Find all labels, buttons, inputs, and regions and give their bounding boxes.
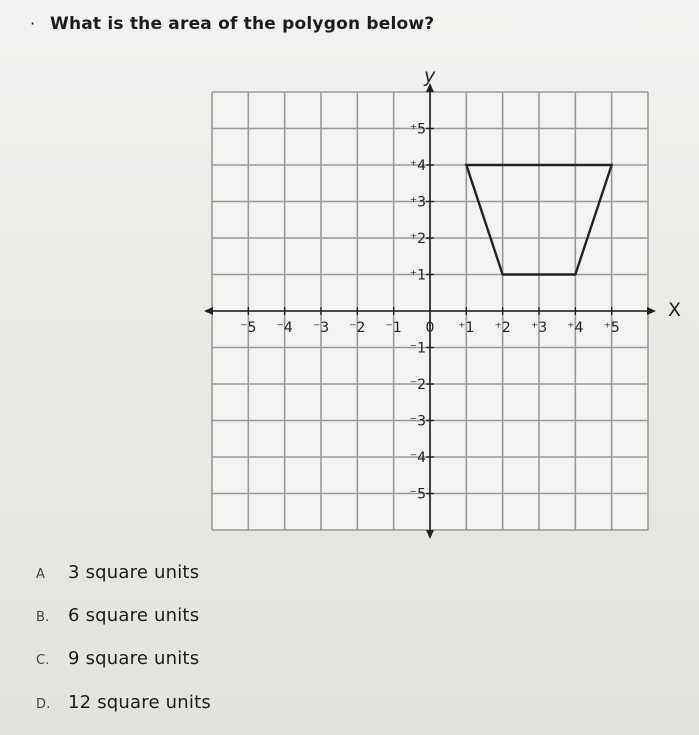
x-tick-label: ⁺2 xyxy=(494,320,511,336)
y-tick-label: ⁺2 xyxy=(409,231,426,247)
x-tick-label: ⁻2 xyxy=(349,320,366,336)
y-axis-label: y xyxy=(424,65,436,87)
x-tick-label: ⁺1 xyxy=(458,320,475,336)
x-tick-label: 0 xyxy=(425,320,435,336)
y-tick-label: ⁻1 xyxy=(409,340,426,357)
y-tick-label: ⁻5 xyxy=(409,486,426,503)
x-tick-label: ⁺4 xyxy=(567,320,584,336)
x-tick-label: ⁺3 xyxy=(530,320,548,336)
x-axis-arrow-left xyxy=(204,307,213,315)
x-tick-label: ⁺5 xyxy=(603,320,620,336)
x-tick-label: ⁻3 xyxy=(312,320,330,336)
question-text: What is the area of the polygon below? xyxy=(50,14,435,34)
y-tick-label: ⁺1 xyxy=(409,267,426,284)
choice-letter: A xyxy=(36,567,46,582)
y-tick-label: ⁺5 xyxy=(409,121,426,138)
choice-text: 6 square units xyxy=(68,605,200,626)
answer-choice-b[interactable] xyxy=(36,605,199,626)
x-tick-label: ⁻4 xyxy=(276,320,293,336)
answer-choice-a[interactable] xyxy=(36,562,199,583)
y-tick-label: ⁻2 xyxy=(409,377,426,393)
y-tick-label: ⁺4 xyxy=(409,158,426,174)
choice-letter: D. xyxy=(36,697,51,712)
answer-choice-c[interactable] xyxy=(36,648,199,669)
x-tick-label: ⁻5 xyxy=(240,320,257,336)
choice-letter: B. xyxy=(36,610,50,625)
question-bullet: · xyxy=(30,14,36,33)
answer-choice-d[interactable] xyxy=(36,692,211,713)
y-tick-label: ⁺3 xyxy=(409,194,426,211)
x-axis-label: X xyxy=(668,299,682,321)
y-axis-arrow-down xyxy=(426,530,434,539)
choice-text: 9 square units xyxy=(68,648,200,669)
x-axis-arrow-right xyxy=(647,307,656,315)
choice-text: 12 square units xyxy=(68,692,211,713)
x-tick-label: ⁻1 xyxy=(385,320,402,336)
y-tick-label: ⁻3 xyxy=(409,413,426,430)
y-tick-label: ⁻4 xyxy=(409,450,426,466)
choice-letter: C. xyxy=(36,653,50,668)
choice-text: 3 square units xyxy=(68,562,200,583)
